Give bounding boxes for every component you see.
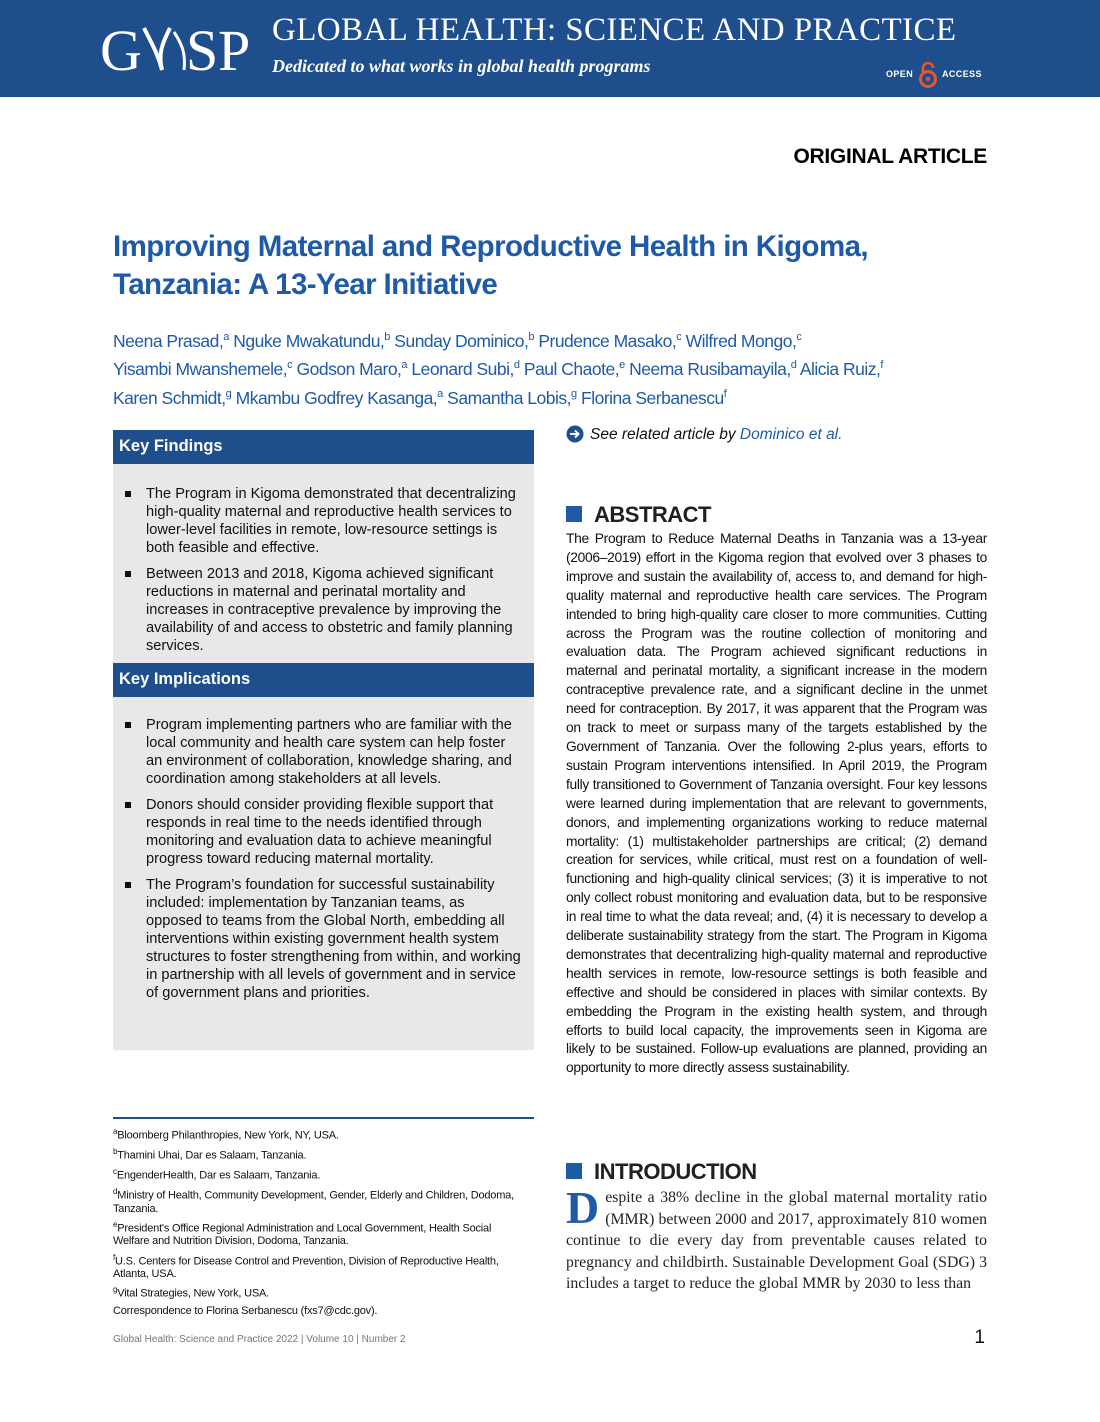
related-prefix: See related article by [590, 426, 740, 443]
affiliation-mark: b [528, 331, 534, 343]
author-name: Neena Prasad, [113, 330, 224, 351]
affiliation-mark: g [571, 387, 577, 400]
list-item: The Program’s foundation for successful sustainability included: implementation by Tanzanian teams, as opposed to teams from the Global North, embedding all interventions within existing government health system structures to foster strengthening from within, and working in partnership with all levels of government and in service of government plans and priorities. [113, 876, 534, 1002]
affiliation-item [113, 1166, 523, 1182]
author-name: Florina Serbanescu [581, 387, 724, 408]
affiliations [113, 1126, 523, 1321]
affiliation-mark: d [790, 359, 797, 372]
key-findings-list [113, 485, 534, 663]
section-marker [566, 506, 582, 522]
footnote-text: Bloomberg Philanthropies, New York, NY, USA. [117, 1129, 339, 1142]
footnote-mark: c [113, 1167, 117, 1177]
footnote-mark: b [113, 1147, 118, 1157]
introduction-body [566, 1182, 987, 1295]
footnote-mark: g [113, 1285, 118, 1295]
affiliation-mark: e [619, 359, 625, 372]
footnote-mark: a [113, 1127, 118, 1136]
journal-name: GLOBAL HEALTH: SCIENCE AND PRACTICE [272, 12, 957, 48]
author-name: Sunday Dominico, [394, 330, 529, 351]
key-findings-box [113, 430, 534, 1050]
affiliation-mark: c [287, 359, 293, 372]
affiliation-mark: d [513, 359, 520, 372]
affiliation-item [113, 1126, 523, 1142]
arrow-circle-icon [566, 425, 584, 443]
drop-cap: D [566, 1182, 600, 1233]
affiliation-mark: a [437, 387, 443, 400]
affiliation-item [113, 1219, 523, 1248]
article-type: ORIGINAL ARTICLE [793, 145, 987, 168]
affiliation-item [113, 1305, 523, 1318]
footnote-text: Ministry of Health, Community Development, Gender, Elderly and Children, Dodoma, Tanzania. [113, 1190, 514, 1215]
key-implications-title: Key Implications [119, 670, 251, 688]
ghsp-logo-icon [100, 14, 250, 84]
affiliation-mark: f [723, 387, 727, 400]
footnote-text: EngenderHealth, Dar es Salaam, Tanzania. [116, 1169, 321, 1182]
footnote-text: Correspondence to Florina Serbanescu (fxs7@cdc.gov). [113, 1304, 378, 1317]
article-title: Improving Maternal and Reproductive Health in Kigoma, Tanzania: A 13-Year Initiative [113, 230, 868, 301]
svg-text:S: S [186, 18, 219, 83]
author-name: Wilfred Mongo, [685, 330, 797, 351]
footnote-mark: e [113, 1220, 118, 1230]
key-findings-heading [113, 430, 534, 464]
author-name: Alicia Ruiz, [799, 359, 881, 380]
affiliation-mark: c [796, 331, 802, 343]
abstract-body: The Program to Reduce Maternal Deaths in Tanzania was a 13-year (2006–2019) effort in the Kigoma region that evolved over 3 phases to improve and sustain the availability of, access to, and demand for high-quality maternal and reproductive health care services. The Program intended to bring high-quality care closer to more communities. Cutting across the Program was the routine collection of monitoring and evaluation data. The Program achieved significant reductions in maternal and perinatal mortality, a significant increase in the modern contraceptive prevalence rate, and a significant decline in the unmet need for contraception. By 2017, it was apparent that the Program was on track to meet or surpass many of the targets established by the Government of Tanzania. Over the following 2-plus years, efforts to sustain Program interventions intensified. In April 2019, the Program fully transitioned to Government of Tanzania oversight. Four key lessons were learned during implementation that are relevant to governments, donors, and implementing organizations working to reduce maternal mortality: (1) multistakeholder partnerships are critical; (2) demand creation for services, while critical, must rest on a foundation of well-functioning and high-quality clinical services; (3) it is imperative to not only collect robust monitoring and evaluation data, but to be responsive in real time to what the data reveal; and, (4) it is necessary to develop a deliberate sustainability strategy from the start. The Program in Kigoma demonstrates that decentralizing high-quality maternal and reproductive health services in remote, low-resource settings is both feasible and effective and should be considered in places with similar contexts. By embedding the Program in the existing health system, and through efforts to build local capacity, the improvements seen in Kigoma are likely to be sustained. Follow-up evaluations are planned, providing an opportunity to more directly assess sustainability. [566, 531, 987, 1076]
page-number: 1 [974, 1327, 985, 1348]
affiliation-mark: f [880, 359, 883, 372]
author-name: Yisambi Mwanshemele, [113, 359, 288, 380]
section-marker [566, 1163, 582, 1179]
key-implications-list [113, 716, 534, 1010]
author-name: Prudence Masako, [538, 330, 677, 351]
footnote-text: U.S. Centers for Disease Control and Prevention, Division of Reproductive Health, Atlanta, USA. [113, 1255, 499, 1280]
footnote-mark: d [113, 1187, 118, 1197]
affiliation-mark: b [384, 331, 390, 343]
author-name: Mkambu Godfrey Kasanga, [235, 387, 438, 408]
list-item: The Program in Kigoma demonstrated that decentralizing high-quality maternal and reproductive health services to lower-level facilities in remote, low-resource settings is both feasible and effective. [113, 485, 534, 557]
key-findings-title: Key Findings [119, 437, 223, 455]
author-name: Nguke Mwakatundu, [233, 330, 385, 351]
abstract-heading [566, 502, 711, 528]
affiliation-mark: c [676, 331, 682, 343]
author-name: Godson Maro, [296, 359, 402, 380]
list-item: Donors should consider providing flexible support that responds in real time to the needs identified through monitoring and evaluation data to achieve meaningful progress toward reducing maternal mortality. [113, 796, 534, 868]
author-list [113, 325, 1003, 410]
open-access-icon [917, 62, 939, 88]
journal-citation: Global Health: Science and Practice 2022 | Volume 10 | Number 2 [113, 1334, 406, 1345]
related-article [566, 425, 842, 444]
open-access-badge [868, 62, 980, 88]
affiliation-item [113, 1146, 523, 1162]
footnote-text: Thamini Uhai, Dar es Salaam, Tanzania. [117, 1149, 307, 1162]
abstract-heading-text: ABSTRACT [594, 502, 711, 527]
list-item: Between 2013 and 2018, Kigoma achieved significant reductions in maternal and perinatal mortality and increases in contraceptive prevalence by improving the availability of and access to obstetric and family planning services. [113, 565, 534, 655]
footnote-text: President's Office Regional Administration and Local Government, Health Social Welfare and Nutrition Division, Dodoma, Tanzania. [113, 1222, 492, 1248]
svg-text:P: P [218, 18, 250, 83]
affiliation-item [113, 1252, 523, 1281]
affiliation-mark: g [225, 387, 232, 400]
journal-tagline: Dedicated to what works in global health programs [272, 56, 651, 76]
footnote-text: Vital Strategies, New York, USA. [117, 1288, 270, 1301]
author-name: Neema Rusibamayila, [629, 359, 791, 380]
open-access-label: OPEN [886, 69, 914, 79]
author-name: Paul Chaote, [523, 359, 620, 380]
svg-text:G: G [100, 18, 142, 83]
related-article-link[interactable]: Dominico et al. [739, 426, 843, 443]
list-item: Program implementing partners who are familiar with the local community and health care system can help foster an environment of collaboration, knowledge sharing, and coordination among stakeholders at all levels. [113, 716, 534, 788]
affiliation-mark: a [401, 359, 408, 372]
journal-banner [0, 0, 1100, 97]
affiliation-item [113, 1284, 523, 1300]
access-label: ACCESS [942, 69, 982, 79]
footnote-mark: f [113, 1252, 116, 1262]
introduction-text: espite a 38% decline in the global maternal mortality ratio (MMR) between 2000 and 2017, approximately 810 women continue to die every day from preventable causes related to pregnancy and childbirth. Sustainable Development Goal (SDG) 3 includes a target to reduce the global MMR by 2030 to less than [566, 1189, 987, 1292]
author-name: Leonard Subi, [411, 359, 514, 380]
key-implications-heading [113, 663, 534, 697]
affiliation-item [113, 1186, 523, 1215]
introduction-heading-text: INTRODUCTION [594, 1159, 757, 1184]
author-name: Karen Schmidt, [113, 387, 226, 408]
affiliation-mark: a [223, 331, 229, 343]
footnote-divider [113, 1117, 534, 1119]
author-name: Samantha Lobis, [447, 387, 572, 408]
